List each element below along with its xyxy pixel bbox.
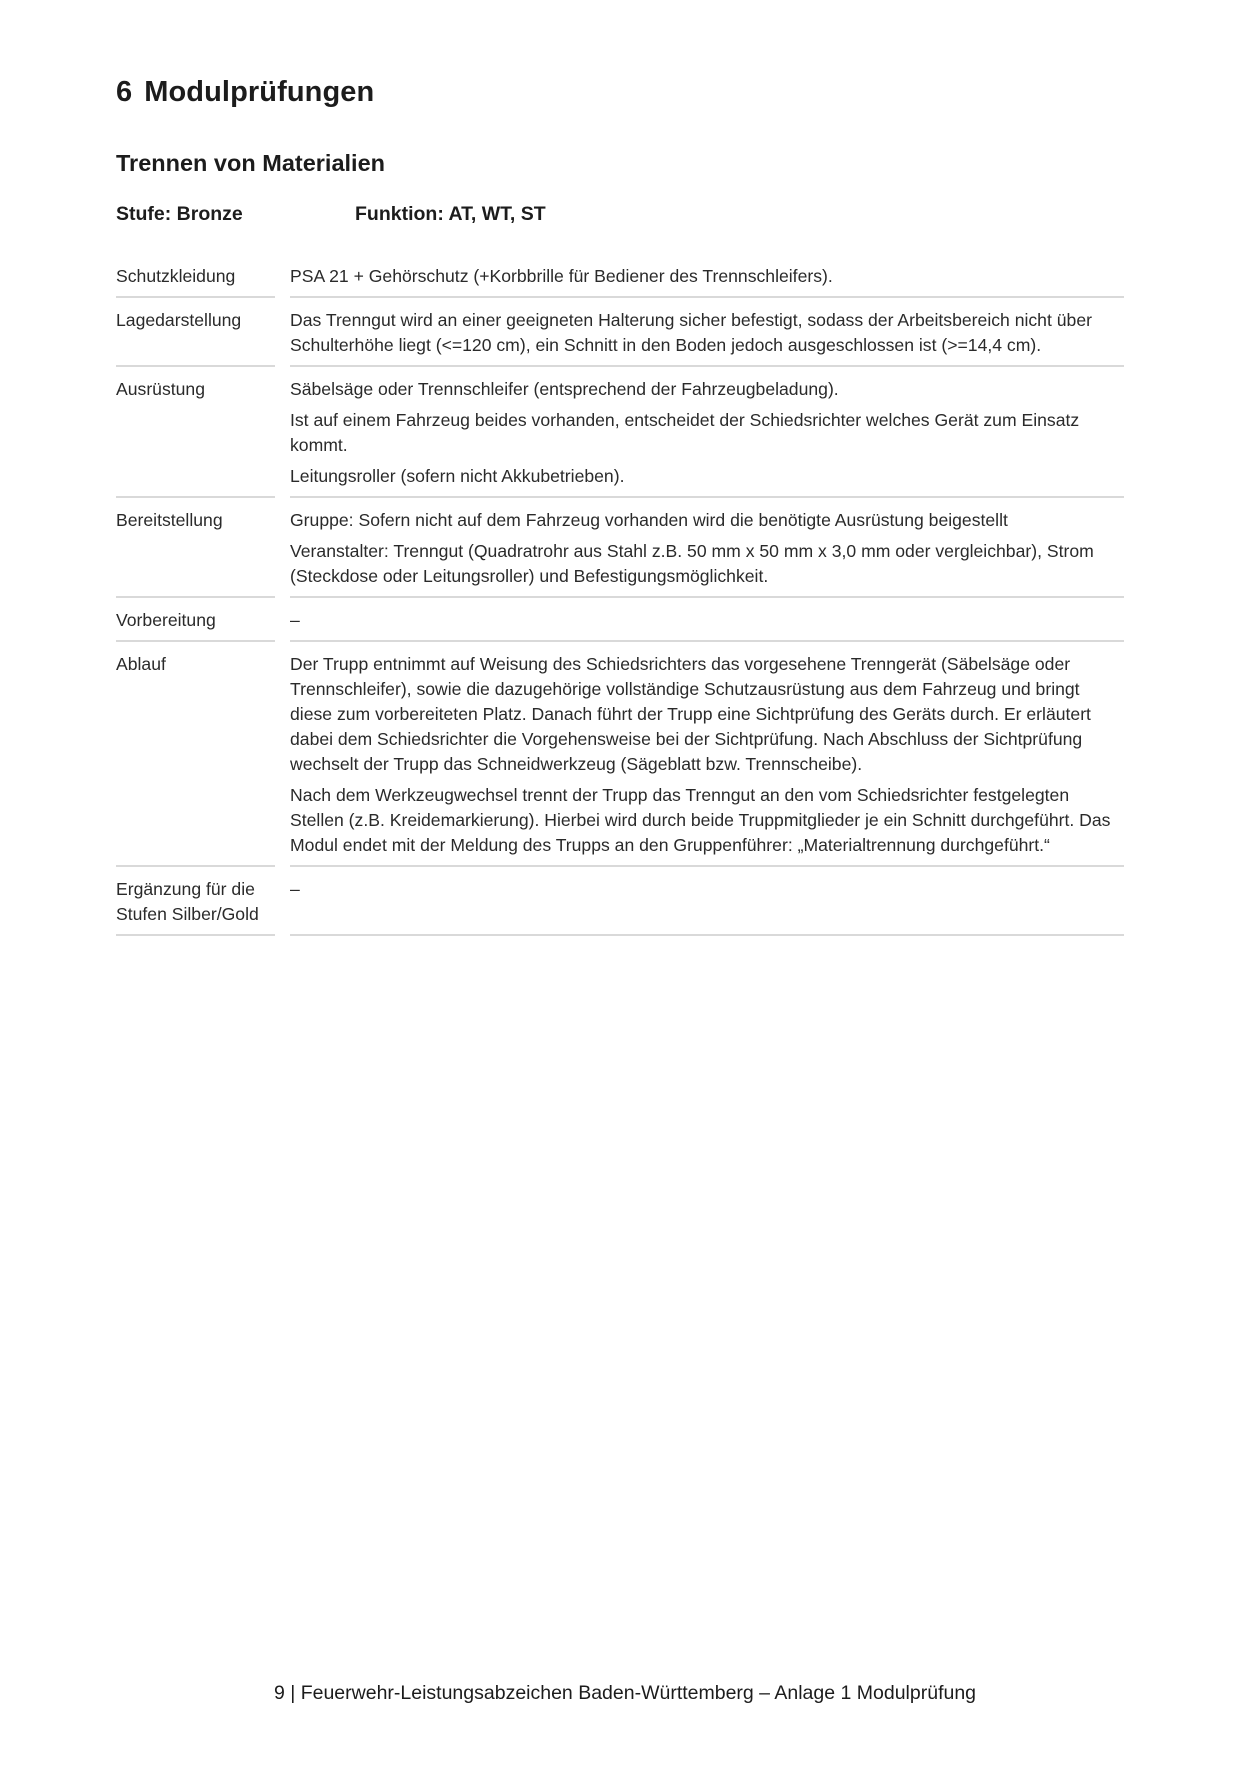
row-label: Bereitstellung xyxy=(116,498,275,598)
table-row-ausruestung xyxy=(116,367,1124,498)
row-paragraph: – xyxy=(290,610,300,630)
page-footer: 9 | Feuerwehr-Leistungsabzeichen Baden-Württemberg – Anlage 1 Modulprüfung xyxy=(273,1682,977,1704)
row-label: Schutzkleidung xyxy=(116,256,275,298)
table-row-ergaenzung xyxy=(116,867,1124,936)
chapter-title: Modulprüfungen xyxy=(144,76,375,108)
row-paragraph: Säbelsäge oder Trennschleifer (entsprechend der Fahrzeugbeladung). xyxy=(290,379,839,399)
row-content xyxy=(290,256,1124,298)
row-paragraph: Der Trupp entnimmt auf Weisung des Schiedsrichters das vorgesehene Trenngerät (Säbelsäge oder Trennschleifer), sowie die dazugehörige vollständige Schutzausrüstung aus dem Fahrzeug und bringt diese zum vorbereiteten Platz. Danach führt der Trupp eine Sichtprüfung des Geräts durch. Er erläutert dabei dem Schiedsrichter die Vorgehensweise bei der Sichtprüfung. Nach Abschluss der Sichtprüfung wechselt der Trupp das Schneidwerkzeug (Sägeblatt bzw. Trennscheibe). xyxy=(290,654,1091,774)
row-content xyxy=(290,498,1124,598)
row-paragraph: PSA 21 + Gehörschutz (+Korbbrille für Bediener des Trennschleifers). xyxy=(290,266,833,286)
chapter-heading xyxy=(116,76,374,109)
row-content xyxy=(290,598,1124,642)
row-label: Ergänzung für die Stufen Silber/Gold xyxy=(116,867,275,936)
module-table xyxy=(116,256,1124,936)
table-row-ablauf xyxy=(116,642,1124,867)
function-label: Funktion: AT, WT, ST xyxy=(355,203,546,225)
row-paragraph: Veranstalter: Trenngut (Quadratrohr aus Stahl z.B. 50 mm x 50 mm x 3,0 mm oder vergleichbar), Strom (Steckdose oder Leitungsroller) und Befestigungsmöglichkeit. xyxy=(290,541,1094,586)
table-row-bereitstellung xyxy=(116,498,1124,598)
row-label: Vorbereitung xyxy=(116,598,275,642)
module-title: Trennen von Materialien xyxy=(116,150,386,176)
row-label: Lagedarstellung xyxy=(116,298,275,367)
row-paragraph: Ist auf einem Fahrzeug beides vorhanden, entscheidet der Schiedsrichter welches Gerät zum Einsatz kommt. xyxy=(290,410,1080,455)
chapter-number: 6 xyxy=(116,76,133,108)
level-label: Stufe: Bronze xyxy=(116,203,243,225)
row-paragraph: Gruppe: Sofern nicht auf dem Fahrzeug vorhanden wird die benötigte Ausrüstung beigestellt xyxy=(290,510,1008,530)
row-content xyxy=(290,367,1124,498)
row-paragraph: – xyxy=(290,879,300,899)
table-row-schutzkleidung xyxy=(116,256,1124,298)
row-paragraph: Nach dem Werkzeugwechsel trennt der Trupp das Trenngut an den vom Schiedsrichter festgelegten Stellen (z.B. Kreidemarkierung). Hierbei wird durch beide Truppmitglieder je ein Schnitt durchgeführt. Das Modul endet mit der Meldung des Trupps an den Gruppenführer: „Materialtrennung durchgeführt.“ xyxy=(290,785,1111,855)
row-content xyxy=(290,298,1124,367)
row-content xyxy=(290,642,1124,867)
row-label: Ablauf xyxy=(116,642,275,867)
row-content xyxy=(290,867,1124,936)
row-paragraph: Leitungsroller (sofern nicht Akkubetrieben). xyxy=(290,466,625,486)
row-paragraph: Das Trenngut wird an einer geeigneten Halterung sicher befestigt, sodass der Arbeitsbereich nicht über Schulterhöhe liegt (<=120 cm), ein Schnitt in den Boden jedoch ausgeschlossen ist (>=14,4 cm). xyxy=(290,310,1092,355)
table-row-lagedarstellung xyxy=(116,298,1124,367)
table-row-vorbereitung xyxy=(116,598,1124,642)
row-label: Ausrüstung xyxy=(116,367,275,498)
